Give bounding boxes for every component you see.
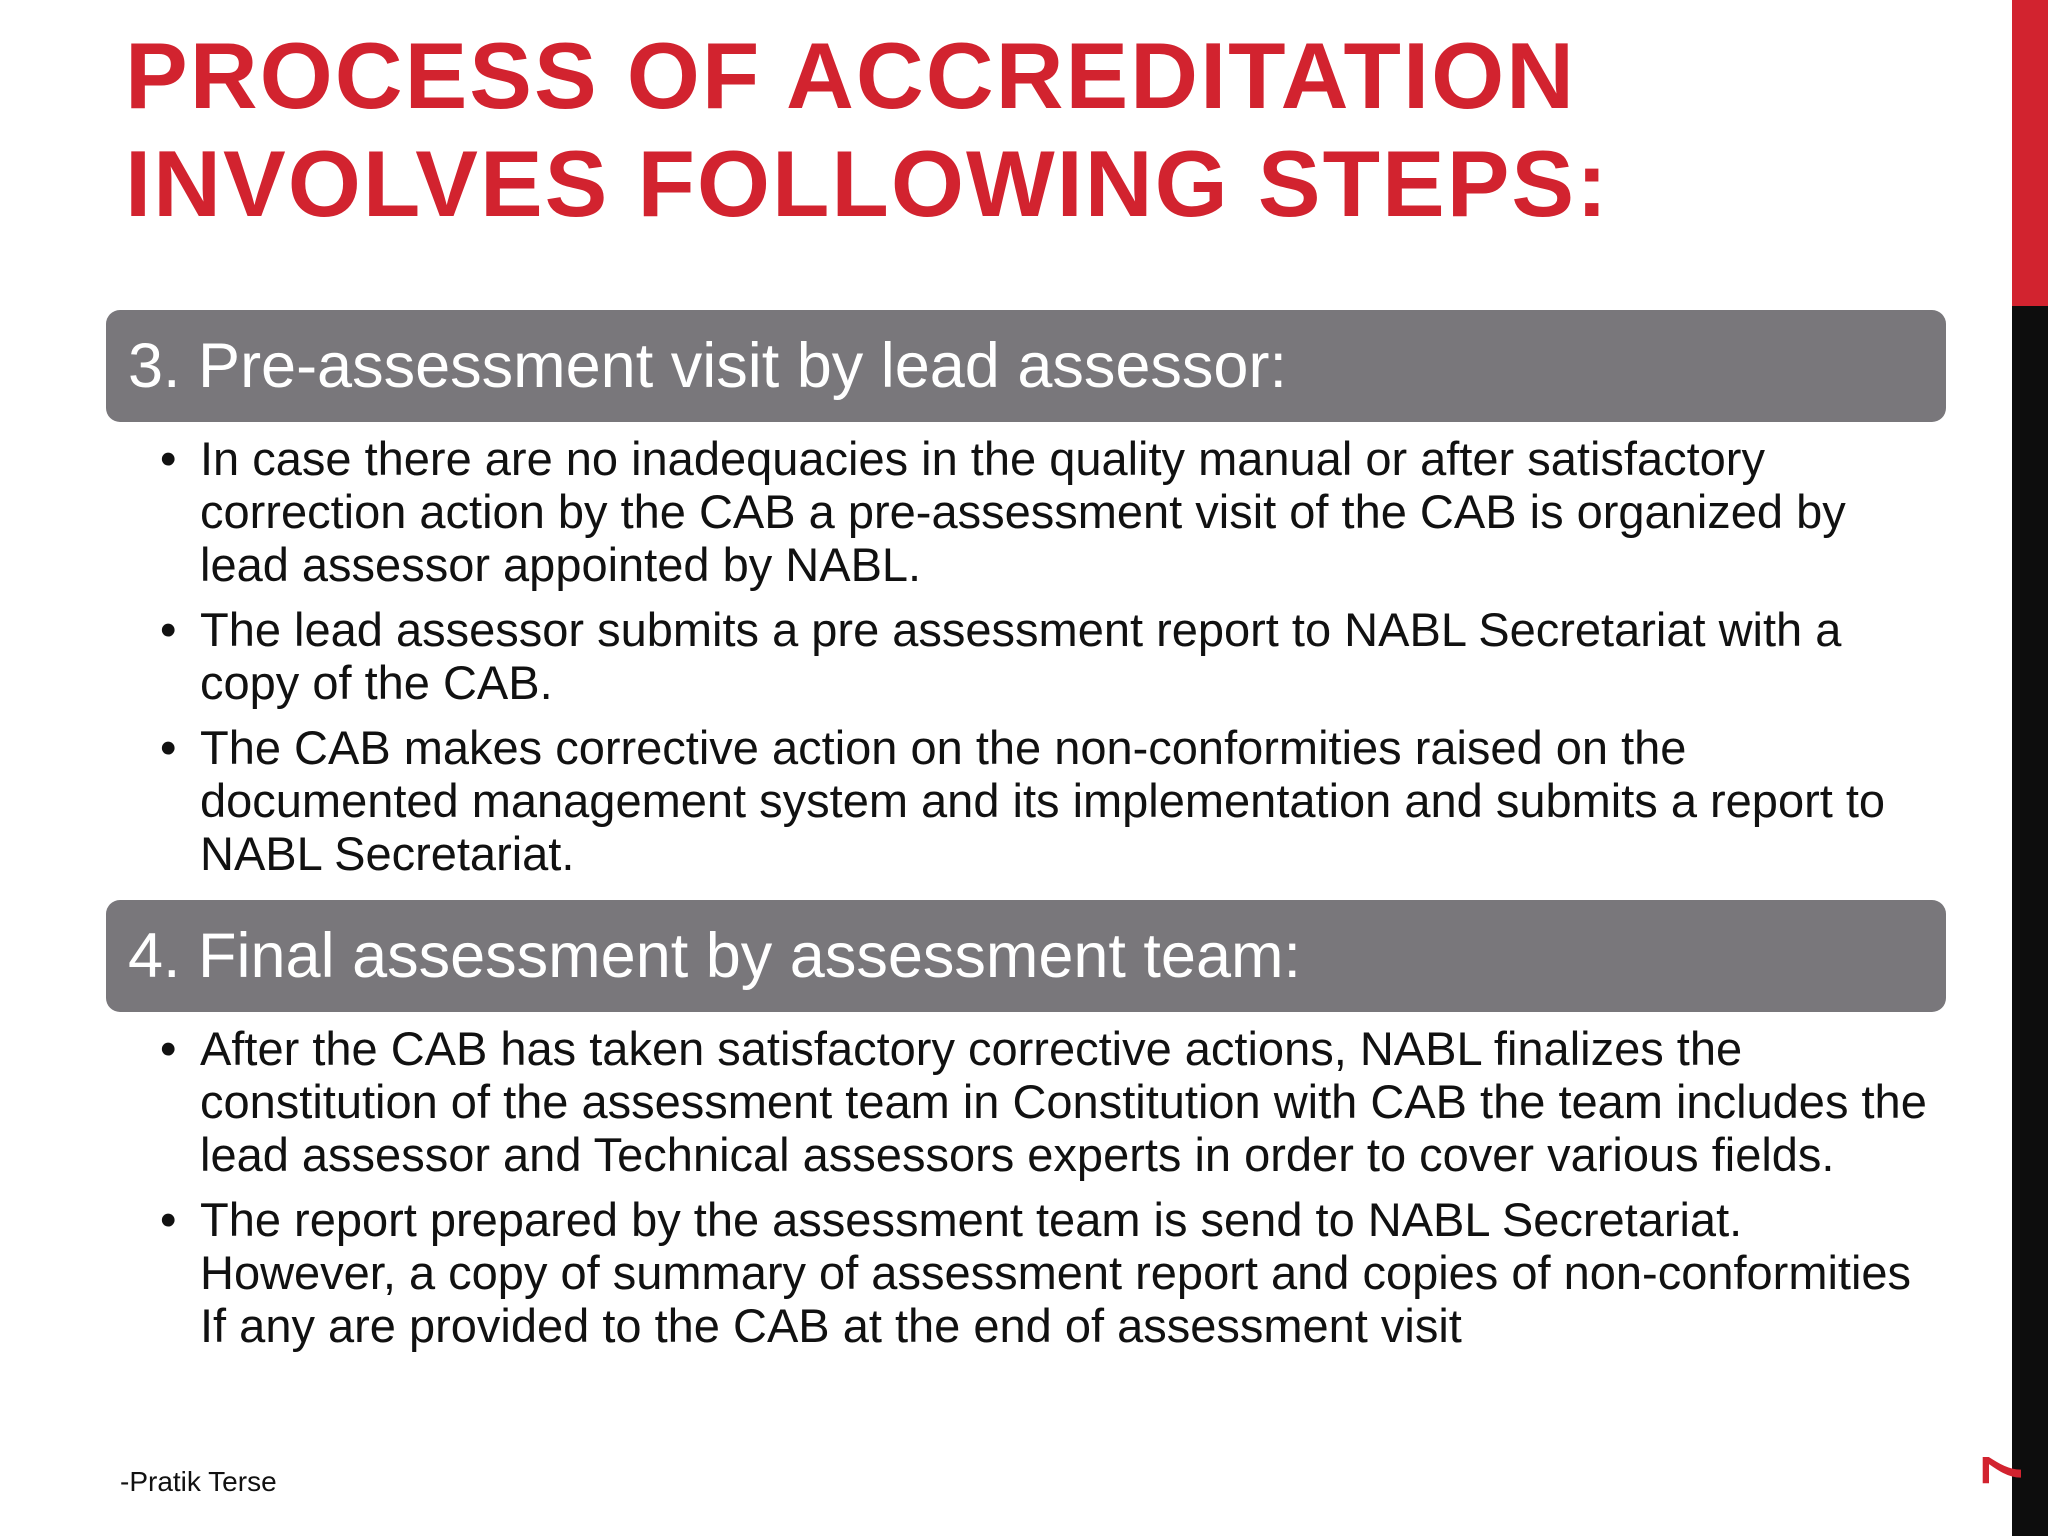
bullet-item bbox=[158, 1022, 1938, 1181]
bullet-item bbox=[158, 603, 1938, 709]
bullet-list-pre-assessment bbox=[158, 432, 1938, 892]
section-header-final-assessment: 4. Final assessment by assessment team: bbox=[106, 900, 1946, 1012]
bullet-text: The report prepared by the assessment team is send to NABL Secretariat. However, a copy of summary of assessment report and copies of non-conformities If any are provided to the CAB at the end of assessment visit bbox=[200, 1193, 1912, 1352]
bullet-text: In case there are no inadequacies in the quality manual or after satisfactory correction action by the CAB a pre-assessment visit of the CAB is organized by lead assessor appointed by NABL. bbox=[200, 432, 1846, 591]
bullet-item bbox=[158, 1193, 1938, 1352]
accent-bar-black bbox=[2012, 306, 2048, 1536]
slide-title bbox=[125, 22, 1825, 238]
page-number: 7 bbox=[1970, 1454, 2033, 1486]
title-line-1: PROCESS OF ACCREDITATION bbox=[125, 23, 1577, 128]
author-credit: -Pratik Terse bbox=[120, 1466, 277, 1497]
title-line-2: INVOLVES FOLLOWING STEPS: bbox=[125, 131, 1610, 236]
accent-bar-red bbox=[2012, 0, 2048, 306]
bullet-text: The CAB makes corrective action on the non-conformities raised on the documented management system and its implementation and submits a report to NABL Secretariat. bbox=[200, 721, 1886, 880]
bullet-item bbox=[158, 432, 1938, 591]
bullet-item bbox=[158, 721, 1938, 880]
bullet-text: After the CAB has taken satisfactory corrective actions, NABL finalizes the constitution of the assessment team in Constitution with CAB the team includes the lead assessor and Technical assessors experts in order to cover various fields. bbox=[200, 1022, 1927, 1181]
bullet-list-final-assessment bbox=[158, 1022, 1938, 1364]
bullet-text: The lead assessor submits a pre assessment report to NABL Secretariat with a copy of the CAB. bbox=[200, 603, 1842, 709]
section-header-pre-assessment: 3. Pre-assessment visit by lead assessor: bbox=[106, 310, 1946, 422]
